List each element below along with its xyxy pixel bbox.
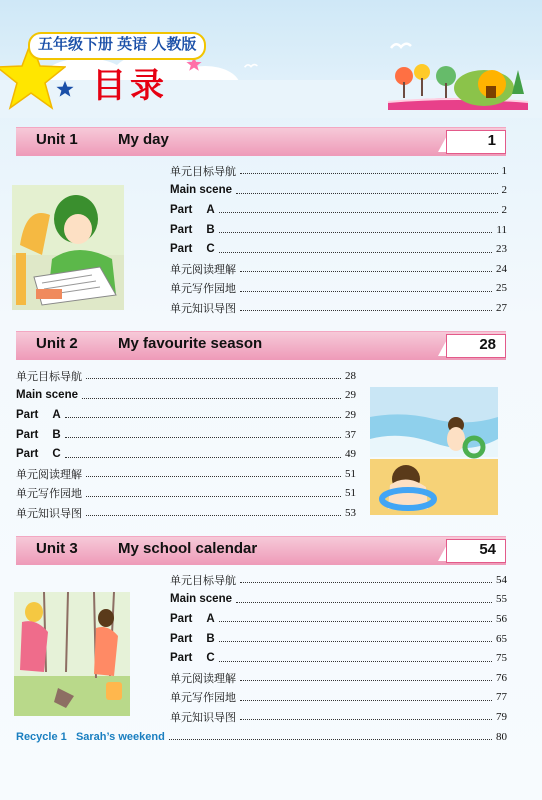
part-letter: A (206, 612, 215, 625)
toc-row-page: 11 (496, 223, 507, 236)
toc-row-page: 1 (501, 164, 507, 177)
toc-row-page: 23 (496, 243, 507, 256)
toc-row-page: 56 (496, 612, 507, 625)
toc-row-page: 54 (496, 573, 507, 586)
leader-dots (65, 457, 341, 458)
toc-row-page: 37 (345, 428, 356, 441)
recycle-label: Recycle 1 Sarah’s weekend (16, 730, 165, 743)
toc-row-label: 单元目标导航 (170, 574, 236, 587)
toc-row[interactable] (170, 648, 507, 668)
toc-row-page: 55 (496, 593, 507, 606)
toc-row[interactable] (170, 181, 507, 201)
toc-row[interactable] (16, 405, 356, 425)
unit-2-contents (16, 366, 356, 523)
toc-row-label: Part (16, 428, 39, 441)
toc-row-label: Part (170, 243, 193, 256)
toc-row-label: Part (170, 652, 193, 665)
toc-row-page: 28 (345, 369, 356, 382)
toc-row[interactable] (170, 707, 507, 727)
leader-dots (219, 212, 498, 213)
page-title: 目录 (92, 67, 168, 105)
toc-row[interactable] (170, 220, 507, 240)
unit-bar-background (16, 127, 506, 156)
series-label: 五年级下册 英语 人教版 (28, 32, 206, 60)
leader-dots (240, 291, 492, 292)
toc-row-page: 27 (496, 301, 507, 314)
part-letter: A (206, 203, 215, 216)
unit-2-header (16, 331, 506, 359)
toc-row[interactable] (170, 259, 507, 279)
toc-row[interactable] (170, 570, 507, 590)
bird-icon (390, 40, 412, 52)
unit-label: Unit 1 (36, 131, 78, 148)
toc-row[interactable] (170, 298, 507, 318)
toc-row-label: 单元写作园地 (16, 488, 82, 501)
unit-label: Unit 3 (36, 540, 78, 557)
part-letter: C (206, 652, 215, 665)
toc-row-label: 单元阅读理解 (16, 468, 82, 481)
leader-dots (240, 310, 492, 311)
toc-row-label: 单元目标导航 (16, 370, 82, 383)
recycle-row[interactable] (16, 727, 507, 747)
toc-row-page: 77 (496, 691, 507, 704)
toc-row[interactable] (16, 464, 356, 484)
toc-row[interactable] (16, 386, 356, 406)
toc-row-page: 49 (345, 448, 356, 461)
toc-row-label: 单元知识导图 (170, 302, 236, 315)
toc-row-page: 75 (496, 652, 507, 665)
toc-row[interactable] (170, 239, 507, 259)
toc-row[interactable] (16, 444, 356, 464)
small-star-icon (56, 80, 74, 98)
toc-row-label: Main scene (16, 389, 78, 402)
toc-row-page: 29 (345, 408, 356, 421)
leader-dots (240, 173, 498, 174)
toc-row-label: Part (170, 632, 193, 645)
unit-bar-background (16, 536, 506, 565)
toc-row-page: 25 (496, 282, 507, 295)
toc-row[interactable] (16, 484, 356, 504)
toc-row[interactable] (170, 279, 507, 299)
toc-row[interactable] (170, 629, 507, 649)
part-letter: C (206, 243, 215, 256)
part-letter: B (52, 428, 61, 441)
leader-dots (240, 719, 492, 720)
toc-row-page: 24 (496, 262, 507, 275)
leader-dots (219, 252, 492, 253)
toc-row-page: 76 (496, 671, 507, 684)
leader-dots (169, 739, 492, 740)
leader-dots (65, 437, 341, 438)
unit-title: My favourite season (118, 335, 263, 352)
leader-dots (82, 398, 341, 399)
tree-planting-illustration (14, 592, 130, 716)
leader-dots (86, 515, 341, 516)
toc-row-label: Part (170, 203, 193, 216)
leader-dots (240, 582, 492, 583)
part-letter: C (52, 448, 61, 461)
unit-label: Unit 2 (36, 335, 78, 352)
leader-dots (86, 476, 341, 477)
toc-row[interactable] (170, 609, 507, 629)
toc-row-page: 2 (501, 184, 507, 197)
boy-writing-illustration (12, 185, 124, 310)
part-letter: A (52, 408, 61, 421)
toc-row-label: Main scene (170, 593, 232, 606)
header (0, 0, 542, 118)
toc-row[interactable] (16, 366, 356, 386)
leader-dots (240, 680, 492, 681)
unit-3-header (16, 536, 506, 564)
toc-row-label: Main scene (170, 184, 232, 197)
unit-1-contents (170, 161, 507, 318)
toc-row-page: 79 (496, 710, 507, 723)
toc-row-page: 51 (345, 487, 356, 500)
leader-dots (240, 700, 492, 701)
toc-row-label: 单元写作园地 (170, 283, 236, 296)
toc-row[interactable] (170, 590, 507, 610)
leader-dots (86, 378, 341, 379)
toc-row[interactable] (170, 668, 507, 688)
book-landscape-icon (388, 58, 528, 110)
unit-1-header (16, 127, 506, 155)
toc-row-page: 2 (501, 203, 507, 216)
toc-row[interactable] (170, 688, 507, 708)
part-letter: B (206, 223, 215, 236)
unit-page-number: 54 (479, 541, 496, 558)
toc-row-label: 单元知识导图 (170, 711, 236, 724)
toc-row-label: Part (16, 408, 39, 421)
leader-dots (65, 417, 341, 418)
leader-dots (219, 621, 492, 622)
toc-row-label: 单元写作园地 (170, 692, 236, 705)
toc-row-label: Part (170, 223, 193, 236)
unit-page-number: 28 (479, 336, 496, 353)
toc-row-label: Part (170, 612, 193, 625)
toc-row-label: 单元阅读理解 (170, 672, 236, 685)
toc-row-page: 80 (496, 730, 507, 743)
toc-row[interactable] (16, 425, 356, 445)
toc-row-label: 单元知识导图 (16, 507, 82, 520)
toc-row[interactable] (16, 503, 356, 523)
recycle-contents (16, 727, 507, 747)
beach-illustration (370, 387, 498, 515)
unit-3-contents (170, 570, 507, 727)
unit-title: My day (118, 131, 169, 148)
leader-dots (219, 232, 493, 233)
leader-dots (86, 496, 341, 497)
toc-row-label: 单元阅读理解 (170, 263, 236, 276)
toc-row-label: 单元目标导航 (170, 165, 236, 178)
toc-row-page: 65 (496, 632, 507, 645)
page-tab (446, 539, 506, 563)
toc-row-page: 51 (345, 467, 356, 480)
toc-row-label: Part (16, 448, 39, 461)
bird-icon (244, 62, 258, 70)
part-letter: B (206, 632, 215, 645)
leader-dots (236, 602, 492, 603)
leader-dots (240, 271, 492, 272)
page-tab (446, 130, 506, 154)
unit-title: My school calendar (118, 540, 258, 557)
leader-dots (219, 641, 492, 642)
toc-row[interactable] (170, 200, 507, 220)
page-tab (446, 334, 506, 358)
unit-page-number: 1 (487, 132, 496, 149)
toc-row-page: 29 (345, 389, 356, 402)
toc-row-page: 53 (345, 506, 356, 519)
leader-dots (219, 661, 492, 662)
toc-row[interactable] (170, 161, 507, 181)
leader-dots (236, 193, 498, 194)
